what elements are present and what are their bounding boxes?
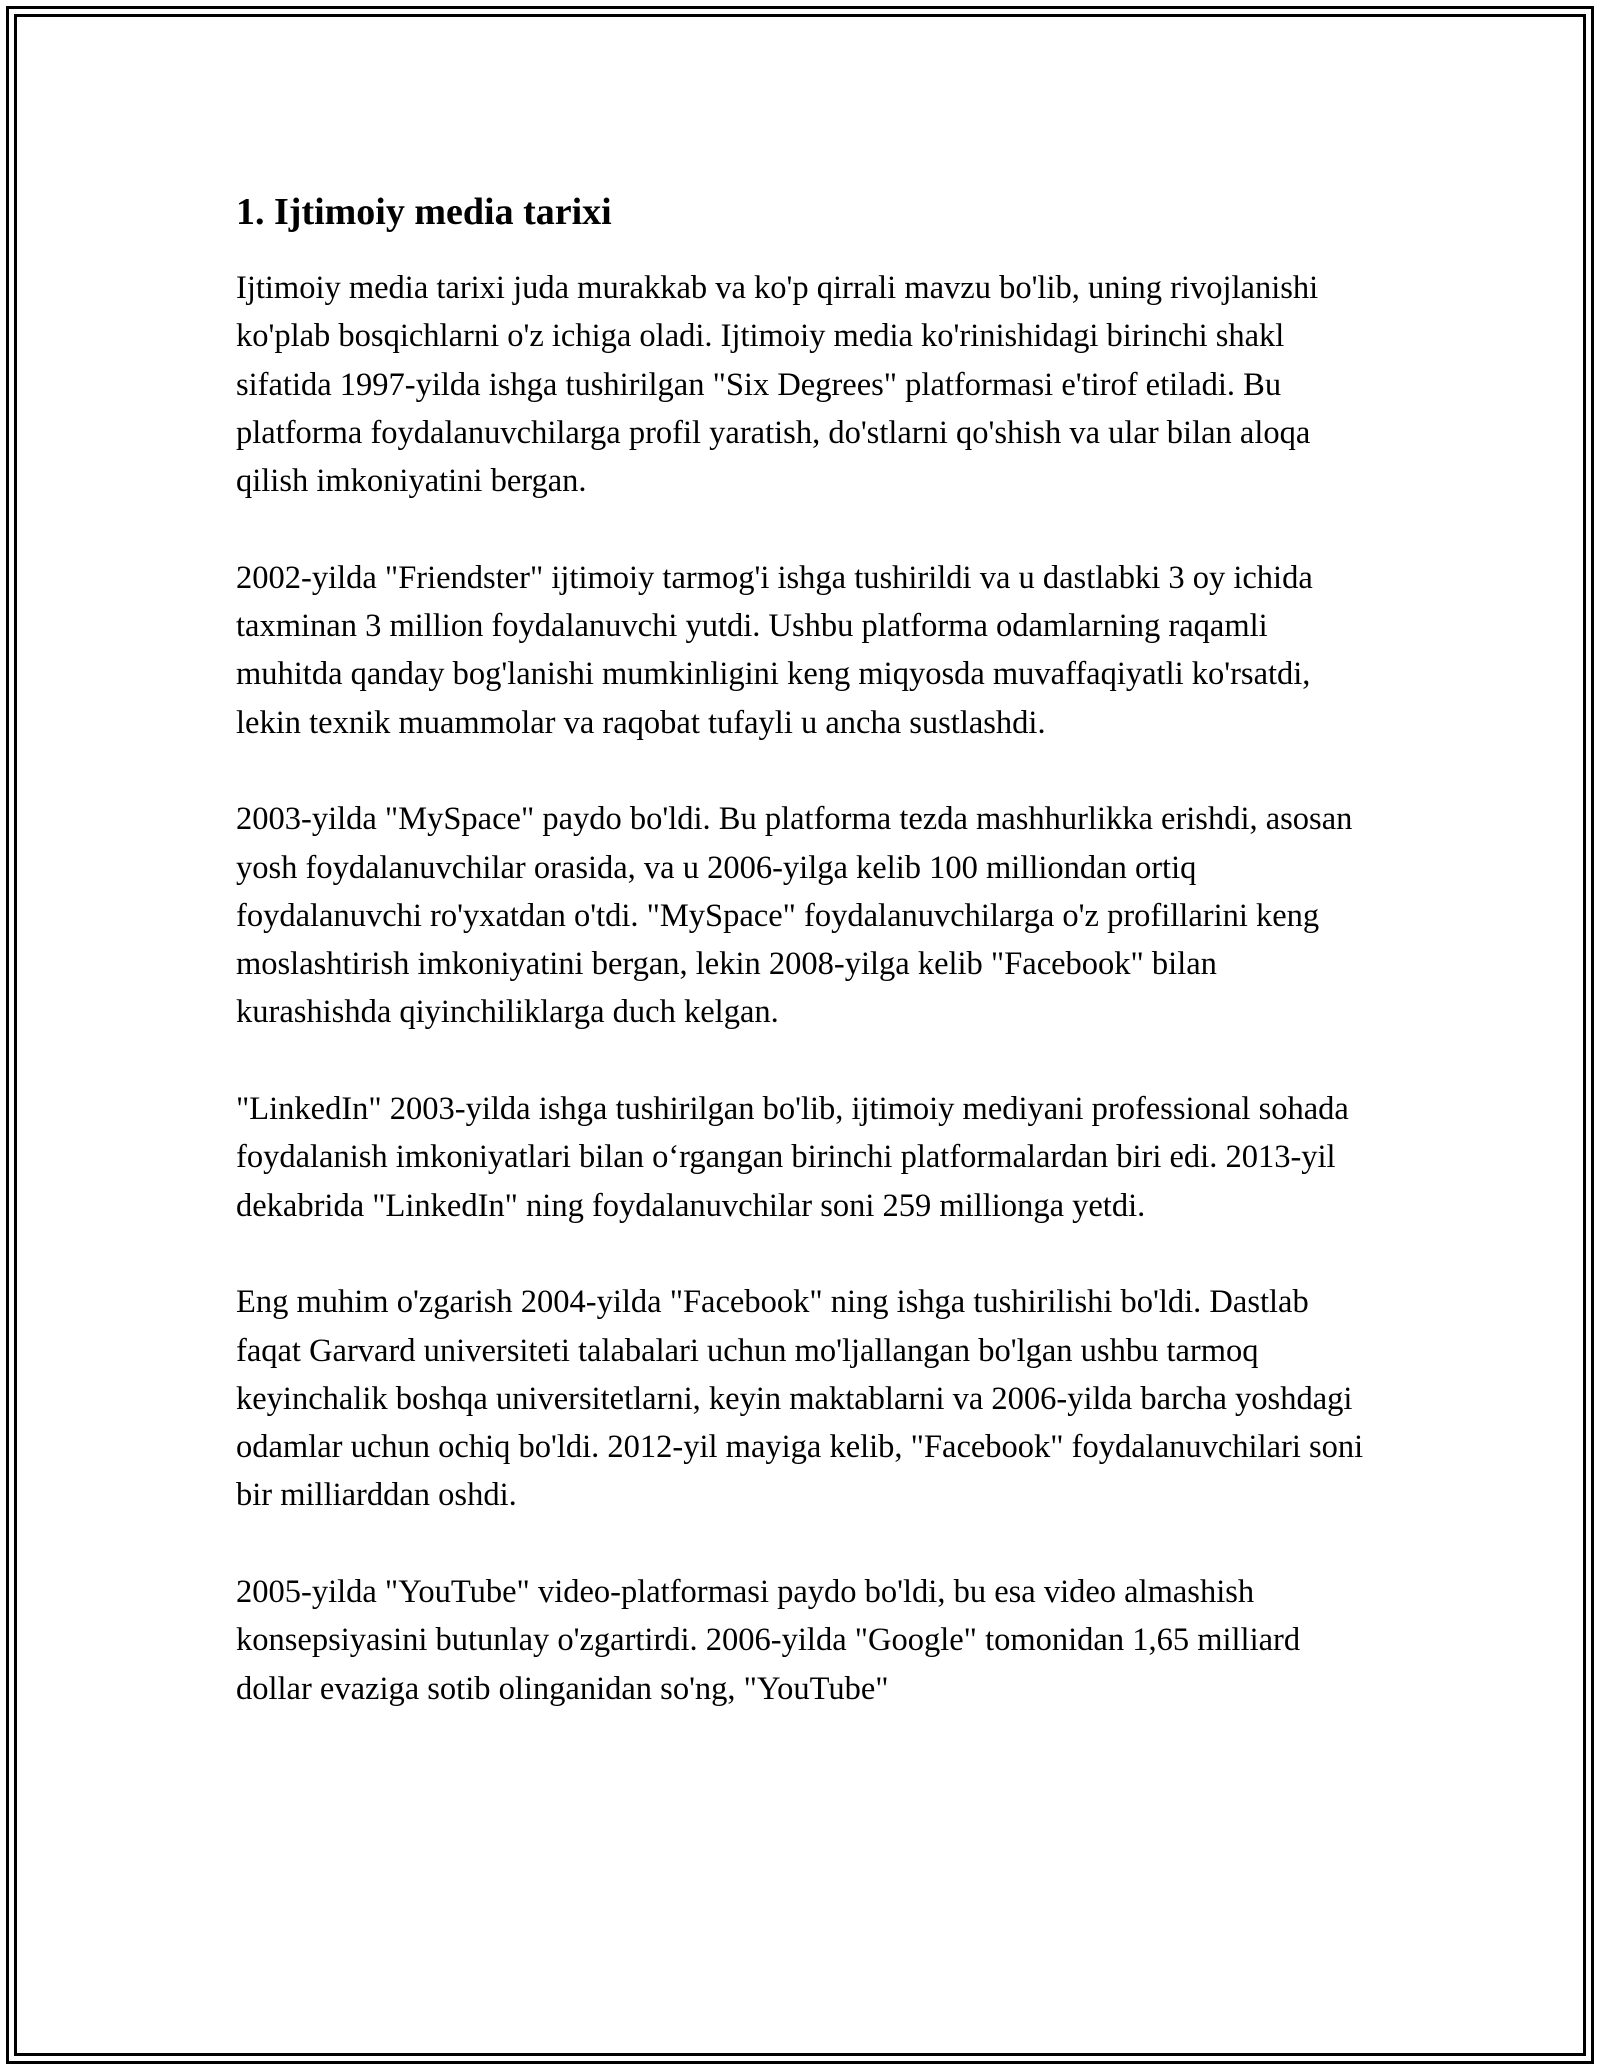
- paragraph-six-degrees: Ijtimoiy media tarixi juda murakkab va ko'p qirrali mavzu bo'lib, uning rivojlanishi ko'plab bosqichlarni o'z ichiga oladi. Ijtimoiy media ko'rinishidagi birinchi shakl sifatida 1997-yilda ishga tushirilgan "Six Degrees" platformasi e'tirof etiladi. Bu platforma foydalanuvchilarga profil yaratish, do'stlarni qo'shish va ular bilan aloqa qilish imkoniyatini bergan.: [236, 270, 1319, 500]
- section-heading: 1. Ijtimoiy media tarixi: [236, 191, 612, 233]
- paragraph-friendster: 2002-yilda "Friendster" ijtimoiy tarmog'i ishga tushirildi va u dastlabki 3 oy ichida taxminan 3 million foydalanuvchi yutdi. Ushbu platforma odamlarning raqamli muhitda qanday bog'lanishi mumkinligini keng miqyosda muvaffaqiyatli ko'rsatdi, lekin texnik muammolar va raqobat tufayli u ancha sustlashdi.: [236, 559, 1313, 741]
- paragraph-myspace: 2003-yilda "MySpace" paydo bo'ldi. Bu platforma tezda mashhurlikka erishdi, asosan yosh foydalanuvchilar orasida, va u 2006-yilga kelib 100 milliondan ortiq foydalanuvchi ro'yxatdan o'tdi. "MySpace" foydalanuvchilarga o'z profillarini keng moslashtirish imkoniyatini bergan, lekin 2008-yilga kelib "Facebook" bilan kurashishda qiyinchiliklarga duch kelgan.: [236, 801, 1353, 1031]
- document-body: [236, 184, 1364, 1713]
- paragraph-facebook: Eng muhim o'zgarish 2004-yilda "Facebook" ning ishga tushirilishi bo'ldi. Dastlab faqat Garvard universiteti talabalari uchun mo'ljallangan bo'lgan ushbu tarmoq keyinchalik boshqa universitetlarni, keyin maktablarni va 2006-yilda barcha yoshdagi odamlar uchun ochiq bo'ldi. 2012-yil mayiga kelib, "Facebook" foydalanuvchilari soni bir milliarddan oshdi.: [236, 1284, 1364, 1514]
- paragraph-linkedin: "LinkedIn" 2003-yilda ishga tushirilgan bo'lib, ijtimoiy mediyani professional sohada foydalanish imkoniyatlari bilan o‘rgangan birinchi platformalardan biri edi. 2013-yil dekabrida "LinkedIn" ning foydalanuvchilar soni 259 millionga yetdi.: [236, 1091, 1349, 1224]
- paragraph-youtube: 2005-yilda "YouTube" video-platformasi paydo bo'ldi, bu esa video almashish konsepsiyasini butunlay o'zgartirdi. 2006-yilda "Google" tomonidan 1,65 milliard dollar evaziga sotib olinganidan so'ng, "YouTube": [236, 1574, 1301, 1707]
